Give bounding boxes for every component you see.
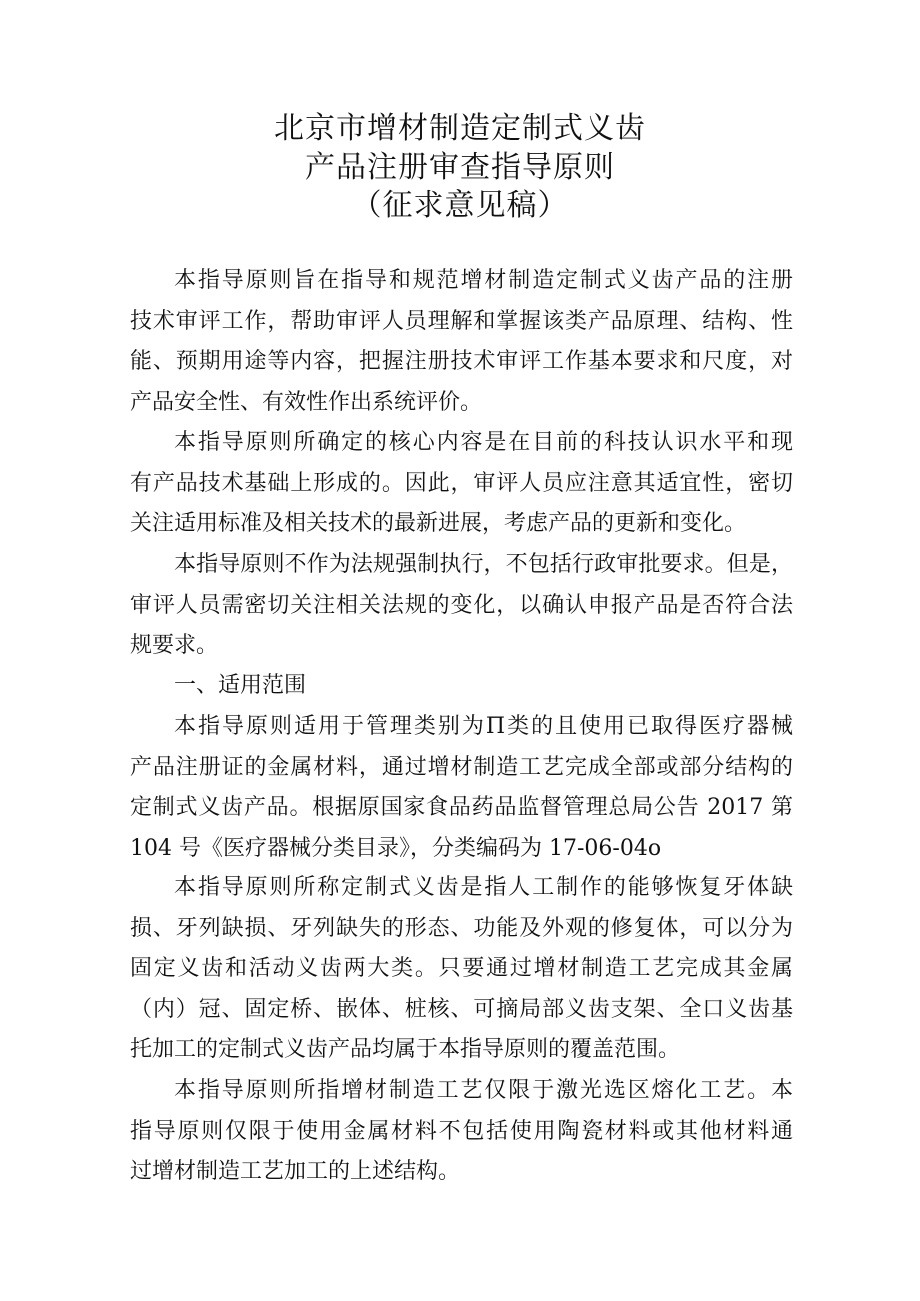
paragraph-line: 104 号《医疗器械分类目录》，分类编码为 17-06-04o [130,835,662,861]
paragraph-line: 托加工的定制式义齿产品均属于本指导原则的覆盖范围。 [130,1037,681,1063]
paragraph-line: （内）冠、固定桥、嵌体、桩核、可摘局部义齿支架、全口义齿基 [130,996,793,1022]
paragraph-process [130,1071,793,1193]
paragraph-purpose [130,261,793,423]
paragraph-line: 本指导原则不作为法规强制执行，不包括行政审批要求。但是， [174,552,793,577]
paragraph-line: 损、牙列缺损、牙列缺失的形态、功能及外观的修复体，可以分为 [130,915,793,941]
paragraph-line: 产品注册证的金属材料，通过增材制造工艺完成全部或部分结构的 [130,754,793,780]
title-line-2: 产品注册审查指导原则 [305,150,615,185]
paragraph-line: 关注适用标准及相关技术的最新进展，考虑产品的更新和变化。 [130,511,747,537]
title-line-1: 北京市增材制造定制式义齿 [274,111,646,146]
title-line-3: （征求意见稿） [351,188,569,223]
paragraph-line: 本指导原则旨在指导和规范增材制造定制式义齿产品的注册 [174,268,793,293]
paragraph-core-content [130,423,793,545]
paragraph-line: 规要求。 [130,633,219,659]
paragraph-line: 固定义齿和活动义齿两大类。只要通过增材制造工艺完成其金属 [130,956,793,982]
paragraph-line: 本指导原则适用于管理类别为Π类的且使用已取得医疗器械 [174,714,793,739]
paragraph-definition [130,868,793,1071]
paragraph-line: 产品安全性、有效性作出系统评价。 [130,389,483,415]
paragraph-line: 有产品技术基础上形成的。因此，审评人员应注意其适宜性，密切 [130,470,793,496]
paragraph-regulations [130,545,793,667]
paragraph-scope [130,707,793,869]
paragraph-line: 能、预期用途等内容，把握注册技术审评工作基本要求和尺度，对 [130,349,793,375]
paragraph-line: 本指导原则所确定的核心内容是在目前的科技认识水平和现 [174,430,793,455]
paragraph-line: 本指导原则所称定制式义齿是指人工制作的能够恢复牙体缺 [174,875,793,900]
paragraph-line: 指导原则仅限于使用金属材料不包括使用陶瓷材料或其他材料通 [130,1118,793,1144]
paragraph-line: 审评人员需密切关注相关法规的变化，以确认申报产品是否符合法 [130,592,793,618]
paragraph-line: 过增材制造工艺加工的上述结构。 [130,1159,461,1185]
paragraph-line: 本指导原则所指增材制造工艺仅限于激光选区熔化工艺。本 [174,1078,793,1103]
section-heading-scope [130,666,793,707]
section-heading: 一、适用范围 [174,673,307,698]
paragraph-line: 技术审评工作，帮助审评人员理解和掌握该类产品原理、结构、性 [130,308,793,334]
paragraph-line: 定制式义齿产品。根据原国家食品药品监督管理总局公告 2017 第 [130,795,793,821]
